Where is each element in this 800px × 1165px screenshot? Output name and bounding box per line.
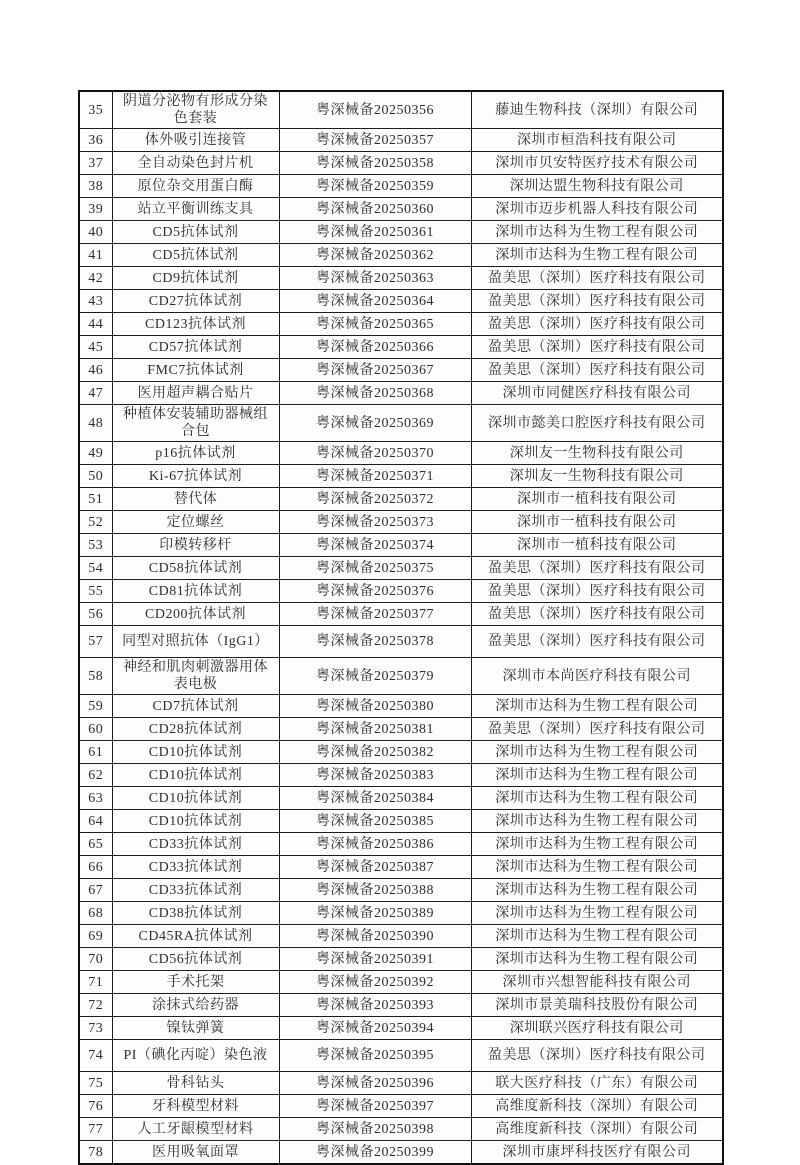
cell-company-name: 藤迪生物科技（深圳）有限公司: [471, 91, 723, 129]
cell-product-name: 镍钛弹簧: [112, 1017, 279, 1040]
cell-product-name: PI（碘化丙啶）染色液: [112, 1040, 279, 1072]
cell-registration-number: 粤深械备20250365: [279, 313, 471, 336]
cell-company-name: 深圳市康坪科技医疗有限公司: [471, 1141, 723, 1165]
table-row: [79, 198, 723, 221]
cell-product-name: CD57抗体试剂: [112, 336, 279, 359]
table-row: [79, 902, 723, 925]
table-row: [79, 442, 723, 465]
cell-row-number: 49: [79, 442, 112, 465]
cell-product-name: CD28抗体试剂: [112, 718, 279, 741]
cell-registration-number: 粤深械备20250359: [279, 175, 471, 198]
cell-product-name: Ki-67抗体试剂: [112, 465, 279, 488]
cell-company-name: 深圳市桓浩科技有限公司: [471, 129, 723, 152]
cell-row-number: 67: [79, 879, 112, 902]
cell-registration-number: 粤深械备20250381: [279, 718, 471, 741]
cell-product-name: CD38抗体试剂: [112, 902, 279, 925]
table-row: [79, 129, 723, 152]
cell-product-name: CD56抗体试剂: [112, 948, 279, 971]
cell-product-name: CD58抗体试剂: [112, 557, 279, 580]
table-row: [79, 175, 723, 198]
table-row: [79, 1017, 723, 1040]
cell-company-name: 深圳市达科为生物工程有限公司: [471, 833, 723, 856]
cell-registration-number: 粤深械备20250391: [279, 948, 471, 971]
cell-registration-number: 粤深械备20250399: [279, 1141, 471, 1165]
cell-product-name: CD123抗体试剂: [112, 313, 279, 336]
cell-product-name: 手术托架: [112, 971, 279, 994]
table-row: [79, 152, 723, 175]
cell-registration-number: 粤深械备20250373: [279, 511, 471, 534]
cell-registration-number: 粤深械备20250366: [279, 336, 471, 359]
cell-company-name: 盈美思（深圳）医疗科技有限公司: [471, 313, 723, 336]
cell-row-number: 69: [79, 925, 112, 948]
cell-row-number: 72: [79, 994, 112, 1017]
table-row: [79, 1095, 723, 1118]
cell-company-name: 深圳友一生物科技有限公司: [471, 465, 723, 488]
cell-registration-number: 粤深械备20250357: [279, 129, 471, 152]
table-row: [79, 313, 723, 336]
cell-row-number: 37: [79, 152, 112, 175]
cell-registration-number: 粤深械备20250380: [279, 695, 471, 718]
table-row: [79, 359, 723, 382]
table-row: [79, 267, 723, 290]
cell-registration-number: 粤深械备20250379: [279, 658, 471, 695]
cell-product-name: CD5抗体试剂: [112, 244, 279, 267]
cell-product-name: CD33抗体试剂: [112, 879, 279, 902]
table-row: [79, 244, 723, 267]
cell-product-name: CD33抗体试剂: [112, 833, 279, 856]
filing-table-body: [79, 91, 723, 1164]
cell-product-name: 医用超声耦合贴片: [112, 382, 279, 405]
cell-row-number: 57: [79, 626, 112, 658]
table-row: [79, 856, 723, 879]
table-row: [79, 994, 723, 1017]
cell-product-name: CD45RA抗体试剂: [112, 925, 279, 948]
cell-registration-number: 粤深械备20250368: [279, 382, 471, 405]
cell-company-name: 深圳市本尚医疗科技有限公司: [471, 658, 723, 695]
cell-company-name: 深圳市达科为生物工程有限公司: [471, 879, 723, 902]
cell-company-name: 深圳市达科为生物工程有限公司: [471, 810, 723, 833]
cell-row-number: 73: [79, 1017, 112, 1040]
cell-company-name: 深圳市达科为生物工程有限公司: [471, 221, 723, 244]
cell-row-number: 70: [79, 948, 112, 971]
cell-product-name: 原位杂交用蛋白酶: [112, 175, 279, 198]
table-row: [79, 603, 723, 626]
cell-company-name: 高维度新科技（深圳）有限公司: [471, 1118, 723, 1141]
cell-product-name: CD10抗体试剂: [112, 764, 279, 787]
cell-row-number: 53: [79, 534, 112, 557]
cell-registration-number: 粤深械备20250370: [279, 442, 471, 465]
cell-company-name: 深圳市达科为生物工程有限公司: [471, 925, 723, 948]
cell-row-number: 54: [79, 557, 112, 580]
cell-registration-number: 粤深械备20250396: [279, 1072, 471, 1095]
cell-registration-number: 粤深械备20250397: [279, 1095, 471, 1118]
cell-registration-number: 粤深械备20250364: [279, 290, 471, 313]
cell-row-number: 60: [79, 718, 112, 741]
cell-row-number: 47: [79, 382, 112, 405]
cell-row-number: 44: [79, 313, 112, 336]
table-row: [79, 557, 723, 580]
cell-registration-number: 粤深械备20250360: [279, 198, 471, 221]
cell-registration-number: 粤深械备20250378: [279, 626, 471, 658]
cell-registration-number: 粤深械备20250382: [279, 741, 471, 764]
cell-product-name: CD7抗体试剂: [112, 695, 279, 718]
table-row: [79, 626, 723, 658]
cell-product-name: 种植体安装辅助器械组合包: [112, 405, 279, 442]
cell-registration-number: 粤深械备20250392: [279, 971, 471, 994]
cell-product-name: 替代体: [112, 488, 279, 511]
cell-product-name: 定位螺丝: [112, 511, 279, 534]
cell-registration-number: 粤深械备20250371: [279, 465, 471, 488]
table-row: [79, 465, 723, 488]
cell-product-name: 体外吸引连接管: [112, 129, 279, 152]
table-row: [79, 787, 723, 810]
cell-row-number: 58: [79, 658, 112, 695]
cell-row-number: 56: [79, 603, 112, 626]
table-row: [79, 534, 723, 557]
cell-row-number: 77: [79, 1118, 112, 1141]
cell-product-name: CD200抗体试剂: [112, 603, 279, 626]
cell-company-name: 深圳市一植科技有限公司: [471, 488, 723, 511]
cell-product-name: 站立平衡训练支具: [112, 198, 279, 221]
filing-table: [78, 90, 724, 1165]
cell-product-name: CD10抗体试剂: [112, 741, 279, 764]
cell-row-number: 76: [79, 1095, 112, 1118]
cell-product-name: CD10抗体试剂: [112, 787, 279, 810]
cell-row-number: 36: [79, 129, 112, 152]
cell-registration-number: 粤深械备20250387: [279, 856, 471, 879]
cell-registration-number: 粤深械备20250372: [279, 488, 471, 511]
cell-registration-number: 粤深械备20250384: [279, 787, 471, 810]
cell-row-number: 63: [79, 787, 112, 810]
cell-company-name: 深圳市达科为生物工程有限公司: [471, 948, 723, 971]
table-row: [79, 336, 723, 359]
cell-product-name: 神经和肌肉刺激器用体表电极: [112, 658, 279, 695]
table-row: [79, 1040, 723, 1072]
cell-row-number: 78: [79, 1141, 112, 1165]
table-row: [79, 833, 723, 856]
table-row: [79, 879, 723, 902]
cell-row-number: 66: [79, 856, 112, 879]
cell-product-name: p16抗体试剂: [112, 442, 279, 465]
cell-registration-number: 粤深械备20250375: [279, 557, 471, 580]
cell-registration-number: 粤深械备20250395: [279, 1040, 471, 1072]
cell-product-name: CD33抗体试剂: [112, 856, 279, 879]
cell-row-number: 64: [79, 810, 112, 833]
cell-row-number: 55: [79, 580, 112, 603]
cell-row-number: 50: [79, 465, 112, 488]
cell-row-number: 52: [79, 511, 112, 534]
table-row: [79, 971, 723, 994]
cell-row-number: 59: [79, 695, 112, 718]
cell-row-number: 45: [79, 336, 112, 359]
cell-row-number: 65: [79, 833, 112, 856]
cell-registration-number: 粤深械备20250386: [279, 833, 471, 856]
cell-row-number: 74: [79, 1040, 112, 1072]
table-row: [79, 580, 723, 603]
cell-product-name: 人工牙龈模型材料: [112, 1118, 279, 1141]
cell-company-name: 深圳市兴想智能科技有限公司: [471, 971, 723, 994]
cell-registration-number: 粤深械备20250358: [279, 152, 471, 175]
cell-product-name: 牙科模型材料: [112, 1095, 279, 1118]
cell-row-number: 62: [79, 764, 112, 787]
table-row: [79, 405, 723, 442]
table-row: [79, 810, 723, 833]
cell-row-number: 61: [79, 741, 112, 764]
cell-registration-number: 粤深械备20250361: [279, 221, 471, 244]
cell-company-name: 深圳市达科为生物工程有限公司: [471, 902, 723, 925]
cell-product-name: 阴道分泌物有形成分染色套装: [112, 91, 279, 129]
cell-row-number: 51: [79, 488, 112, 511]
cell-row-number: 68: [79, 902, 112, 925]
cell-registration-number: 粤深械备20250369: [279, 405, 471, 442]
cell-company-name: 深圳市达科为生物工程有限公司: [471, 856, 723, 879]
cell-company-name: 深圳市达科为生物工程有限公司: [471, 741, 723, 764]
cell-company-name: 高维度新科技（深圳）有限公司: [471, 1095, 723, 1118]
cell-company-name: 盈美思（深圳）医疗科技有限公司: [471, 718, 723, 741]
cell-company-name: 盈美思（深圳）医疗科技有限公司: [471, 580, 723, 603]
cell-registration-number: 粤深械备20250376: [279, 580, 471, 603]
cell-registration-number: 粤深械备20250398: [279, 1118, 471, 1141]
table-row: [79, 382, 723, 405]
cell-registration-number: 粤深械备20250362: [279, 244, 471, 267]
table-row: [79, 221, 723, 244]
cell-company-name: 深圳市懿美口腔医疗科技有限公司: [471, 405, 723, 442]
cell-registration-number: 粤深械备20250389: [279, 902, 471, 925]
cell-registration-number: 粤深械备20250393: [279, 994, 471, 1017]
cell-row-number: 43: [79, 290, 112, 313]
cell-company-name: 深圳市达科为生物工程有限公司: [471, 787, 723, 810]
table-row: [79, 1072, 723, 1095]
table-row: [79, 741, 723, 764]
cell-row-number: 39: [79, 198, 112, 221]
cell-row-number: 40: [79, 221, 112, 244]
table-row: [79, 511, 723, 534]
cell-row-number: 75: [79, 1072, 112, 1095]
cell-company-name: 深圳市同健医疗科技有限公司: [471, 382, 723, 405]
cell-company-name: 深圳市达科为生物工程有限公司: [471, 695, 723, 718]
cell-row-number: 48: [79, 405, 112, 442]
cell-registration-number: 粤深械备20250385: [279, 810, 471, 833]
table-row: [79, 718, 723, 741]
table-row: [79, 695, 723, 718]
cell-product-name: CD27抗体试剂: [112, 290, 279, 313]
cell-registration-number: 粤深械备20250377: [279, 603, 471, 626]
cell-product-name: CD81抗体试剂: [112, 580, 279, 603]
cell-registration-number: 粤深械备20250374: [279, 534, 471, 557]
cell-registration-number: 粤深械备20250356: [279, 91, 471, 129]
cell-product-name: 涂抹式给药器: [112, 994, 279, 1017]
table-row: [79, 290, 723, 313]
table-row: [79, 925, 723, 948]
cell-row-number: 35: [79, 91, 112, 129]
cell-company-name: 深圳市贝安特医疗技术有限公司: [471, 152, 723, 175]
cell-registration-number: 粤深械备20250390: [279, 925, 471, 948]
cell-row-number: 38: [79, 175, 112, 198]
cell-company-name: 盈美思（深圳）医疗科技有限公司: [471, 359, 723, 382]
cell-product-name: 骨科钻头: [112, 1072, 279, 1095]
cell-product-name: 全自动染色封片机: [112, 152, 279, 175]
cell-company-name: 联大医疗科技（广东）有限公司: [471, 1072, 723, 1095]
cell-registration-number: 粤深械备20250394: [279, 1017, 471, 1040]
cell-company-name: 深圳市达科为生物工程有限公司: [471, 764, 723, 787]
cell-company-name: 盈美思（深圳）医疗科技有限公司: [471, 290, 723, 313]
cell-company-name: 盈美思（深圳）医疗科技有限公司: [471, 1040, 723, 1072]
table-row: [79, 764, 723, 787]
cell-company-name: 深圳市达科为生物工程有限公司: [471, 244, 723, 267]
cell-company-name: 深圳市景美瑞科技股份有限公司: [471, 994, 723, 1017]
cell-company-name: 盈美思（深圳）医疗科技有限公司: [471, 336, 723, 359]
cell-registration-number: 粤深械备20250363: [279, 267, 471, 290]
cell-company-name: 深圳市迈步机器人科技有限公司: [471, 198, 723, 221]
cell-company-name: 深圳市一植科技有限公司: [471, 534, 723, 557]
table-row: [79, 1141, 723, 1165]
cell-company-name: 盈美思（深圳）医疗科技有限公司: [471, 557, 723, 580]
cell-row-number: 41: [79, 244, 112, 267]
cell-company-name: 深圳市一植科技有限公司: [471, 511, 723, 534]
cell-registration-number: 粤深械备20250383: [279, 764, 471, 787]
cell-row-number: 42: [79, 267, 112, 290]
cell-product-name: CD9抗体试剂: [112, 267, 279, 290]
table-row: [79, 91, 723, 129]
table-row: [79, 658, 723, 695]
cell-row-number: 46: [79, 359, 112, 382]
cell-registration-number: 粤深械备20250367: [279, 359, 471, 382]
cell-company-name: 盈美思（深圳）医疗科技有限公司: [471, 626, 723, 658]
cell-company-name: 盈美思（深圳）医疗科技有限公司: [471, 267, 723, 290]
cell-product-name: 印模转移杆: [112, 534, 279, 557]
cell-company-name: 深圳友一生物科技有限公司: [471, 442, 723, 465]
cell-product-name: 同型对照抗体（IgG1）: [112, 626, 279, 658]
cell-company-name: 深圳达盟生物科技有限公司: [471, 175, 723, 198]
table-row: [79, 1118, 723, 1141]
cell-company-name: 深圳联兴医疗科技有限公司: [471, 1017, 723, 1040]
table-row: [79, 948, 723, 971]
cell-product-name: 医用吸氧面罩: [112, 1141, 279, 1165]
cell-registration-number: 粤深械备20250388: [279, 879, 471, 902]
cell-company-name: 盈美思（深圳）医疗科技有限公司: [471, 603, 723, 626]
cell-product-name: CD5抗体试剂: [112, 221, 279, 244]
cell-product-name: FMC7抗体试剂: [112, 359, 279, 382]
cell-row-number: 71: [79, 971, 112, 994]
cell-product-name: CD10抗体试剂: [112, 810, 279, 833]
table-row: [79, 488, 723, 511]
